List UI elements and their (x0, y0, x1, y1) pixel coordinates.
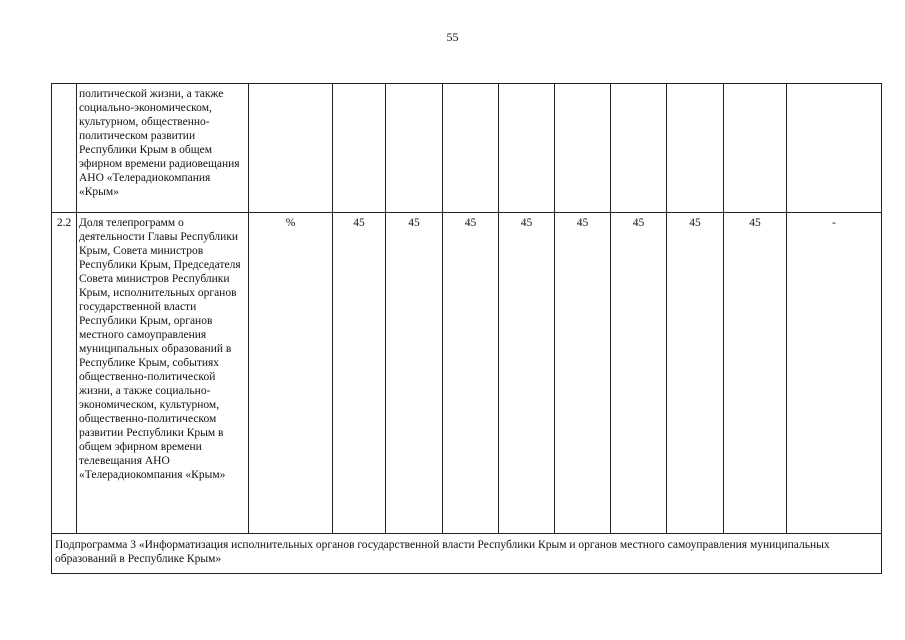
value-cell (386, 84, 443, 213)
value-cell (611, 84, 667, 213)
row-description: политической жизни, а также социально-экономическом, культурном, общественно-политическом развитии Республики Крым в общем эфирном времени радиовещания АНО «Телерадиокомпания «Крым» (77, 84, 249, 213)
value-cell: 45 (555, 213, 611, 534)
subprogram-title: Подпрограмма 3 «Информатизация исполнительных органов государственной власти Республики Крым и органов местного самоуправления муниципальных образований в Республике Крым» (52, 534, 882, 574)
value-cell (443, 84, 499, 213)
row-unit (249, 84, 333, 213)
row-index (52, 84, 77, 213)
value-cell: 45 (333, 213, 386, 534)
value-cell (333, 84, 386, 213)
row-note (787, 84, 882, 213)
value-cell: 45 (386, 213, 443, 534)
row-index: 2.2 (52, 213, 77, 534)
table-row-continued (52, 84, 882, 213)
value-cell (724, 84, 787, 213)
table-row-subprogram (52, 534, 882, 574)
row-note: - (787, 213, 882, 534)
value-cell: 45 (611, 213, 667, 534)
page-number: 55 (446, 30, 459, 44)
value-cell: 45 (724, 213, 787, 534)
value-cell (499, 84, 555, 213)
indicators-table (51, 83, 882, 574)
value-cell (555, 84, 611, 213)
value-cell: 45 (443, 213, 499, 534)
value-cell: 45 (667, 213, 724, 534)
value-cell: 45 (499, 213, 555, 534)
value-cell (667, 84, 724, 213)
row-description: Доля телепрограмм о деятельности Главы Республики Крым, Совета министров Республики Крым, Председателя Совета министров Республики Крым, исполнительных органов государственной власти Республики Крым, органов местного самоуправления муниципальных образований в Республике Крым, событиях общественно-политической жизни, а также социально-экономическом, культурном, общественно-политическом развитии Республики Крым в общем эфирном времени телевещания АНО «Телерадиокомпания «Крым» (77, 213, 249, 534)
row-unit: % (249, 213, 333, 534)
table-row-2-2 (52, 213, 882, 534)
